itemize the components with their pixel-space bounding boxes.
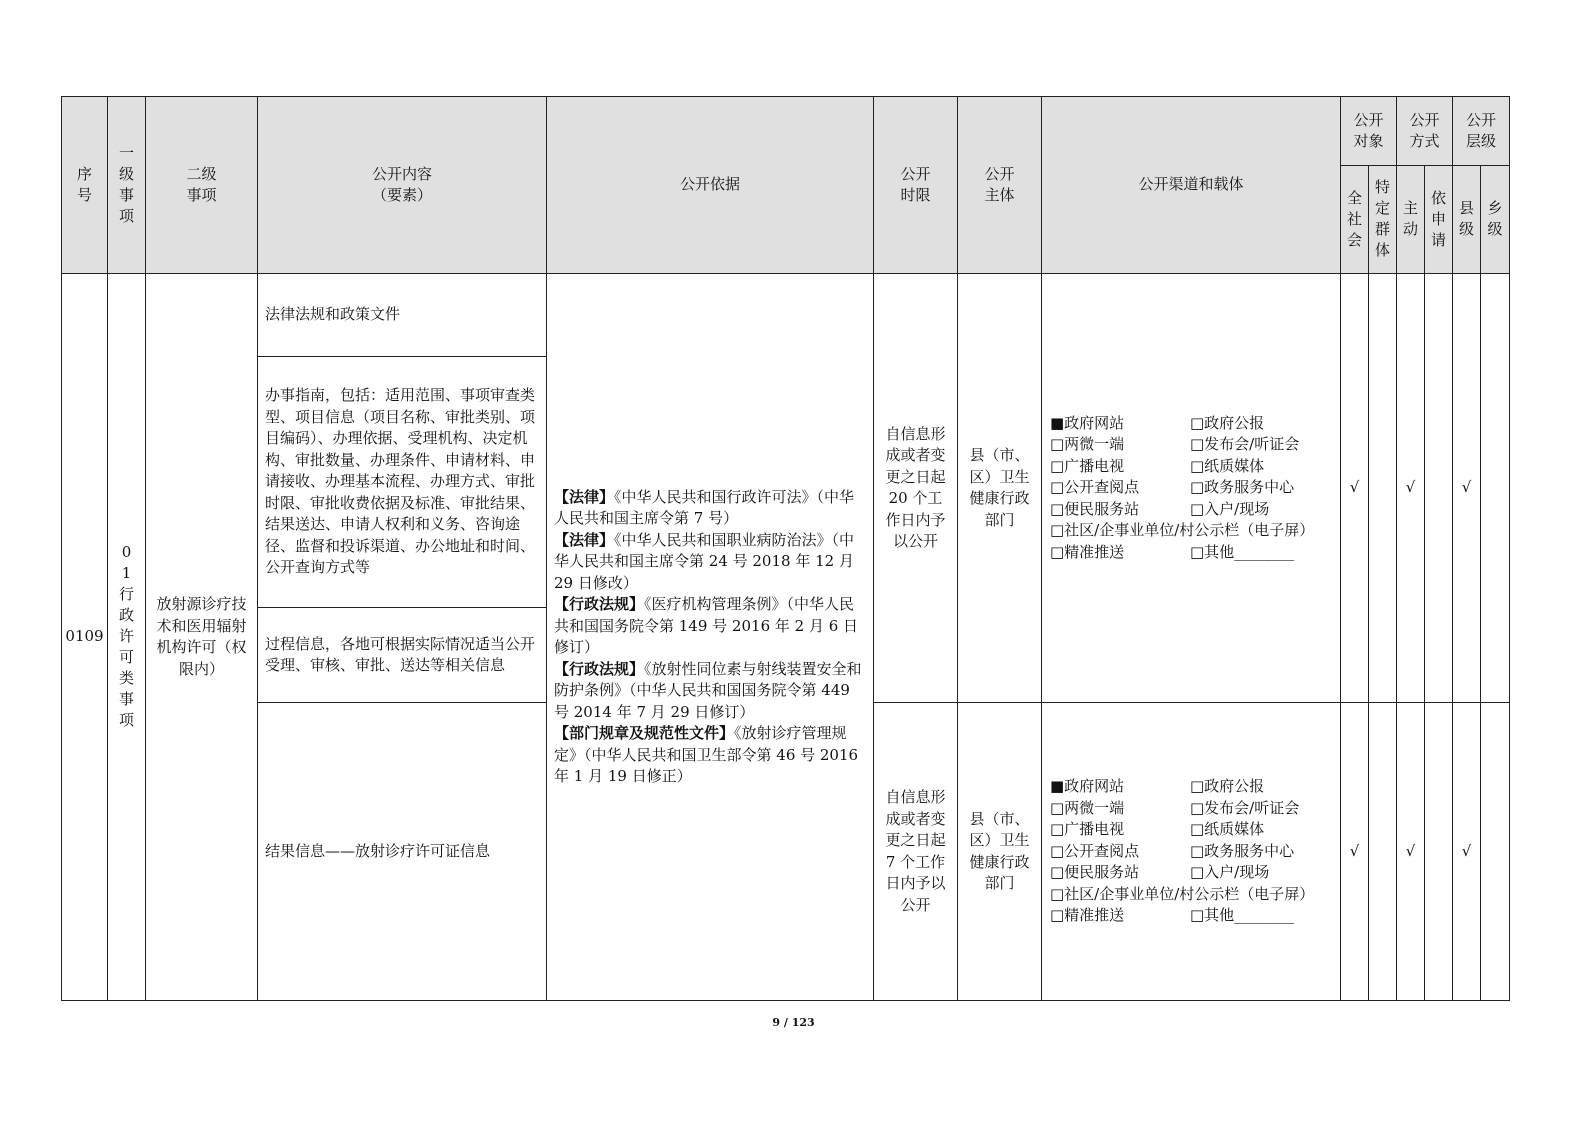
content-item: 办事指南，包括：适用范围、事项审查类型、项目信息（项目名称、审批类别、项目编码）、办理依据、受理机构、决定机构、审批数量、办理条件、申请材料、申请接收、办理基本流程、办理方式、审批时限、审批收费依据及标准、审批结果、结果送达、申请人权利和义务、咨询途径、监督和投诉渠道、办公地址和时间、公开查询方式等 <box>258 357 547 608</box>
channel-item: □两微一端 <box>1050 798 1125 817</box>
basis-item: 【法律】《中华人民共和国行政许可法》（中华人民共和国主席令第 7 号） <box>554 487 855 527</box>
channel-item: □入户/现场 <box>1190 499 1270 518</box>
header-level: 公开层级 <box>1453 97 1510 166</box>
header-subject: 公开主体 <box>958 97 1042 274</box>
header-target: 公开对象 <box>1341 97 1397 166</box>
header-seq: 序号 <box>62 97 108 274</box>
basis-item: 【行政法规】《医疗机构管理条例》（中华人民共和国国务院令第 149 号 2016 年 2 月 6 日修订） <box>554 595 859 656</box>
method-active-check: √ <box>1397 703 1425 1001</box>
channel-item: □广播电视 <box>1050 456 1125 475</box>
channel-item: □公开查阅点 <box>1050 478 1140 497</box>
channel-item: □公开查阅点 <box>1050 841 1140 860</box>
header-content-title: 公开内容 <box>371 164 432 183</box>
header-target-group: 特定群体 <box>1369 166 1397 274</box>
channel-item: □社区/企事业单位/村公示栏（电子屏） <box>1050 884 1315 903</box>
header-level2: 二级事项 <box>146 97 258 274</box>
level-county-check: √ <box>1453 703 1481 1001</box>
channel-item: □纸质媒体 <box>1190 456 1265 475</box>
basis-item: 【法律】《中华人民共和国职业病防治法》（中华人民共和国主席令第 24 号 2018 年 12 月 29 日修改） <box>554 530 855 592</box>
method-active-check: √ <box>1397 274 1425 703</box>
row-level2: 放射源诊疗技术和医用辐射机构许可（权限内） <box>146 274 258 1001</box>
time-limit: 自信息形成或者变更之日起 7 个工作日内予以公开 <box>874 703 958 1001</box>
channel-item: □广播电视 <box>1050 820 1125 839</box>
header-level1: 一级事项 <box>108 97 146 274</box>
target-group-check <box>1369 703 1397 1001</box>
header-channel: 公开渠道和载体 <box>1042 97 1341 274</box>
header-content-sub: （要素） <box>371 186 432 204</box>
subject: 县（市、区）卫生健康行政部门 <box>958 274 1042 703</box>
content-item: 法律法规和政策文件 <box>258 274 547 357</box>
page-number: 9 / 123 <box>772 1016 815 1029</box>
channel-item: □其他________ <box>1190 542 1295 561</box>
channel-item: □发布会/听证会 <box>1190 798 1300 817</box>
channel-item: □社区/企事业单位/村公示栏（电子屏） <box>1050 521 1315 540</box>
header-level-town: 乡级 <box>1481 166 1510 274</box>
disclosure-table <box>61 96 1510 1001</box>
channel-list <box>1042 703 1341 1001</box>
channel-item: □便民服务站 <box>1050 863 1140 882</box>
target-all-check: √ <box>1341 703 1369 1001</box>
level-town-check <box>1481 274 1510 703</box>
content-item: 过程信息，各地可根据实际情况适当公开受理、审核、审批、送达等相关信息 <box>258 608 547 703</box>
channel-item: □政府公报 <box>1190 413 1265 432</box>
channel-item: □政务服务中心 <box>1190 841 1295 860</box>
channel-list <box>1042 274 1341 703</box>
row-seq: 0109 <box>62 274 108 1001</box>
method-apply-check <box>1425 274 1453 703</box>
subject: 县（市、区）卫生健康行政部门 <box>958 703 1042 1001</box>
channel-item: □发布会/听证会 <box>1190 435 1300 454</box>
channel-item: □政府公报 <box>1190 777 1265 796</box>
channel-item: □纸质媒体 <box>1190 820 1265 839</box>
header-method: 公开方式 <box>1397 97 1453 166</box>
channel-item: □其他________ <box>1190 906 1295 925</box>
level-county-check: √ <box>1453 274 1481 703</box>
target-all-check: √ <box>1341 274 1369 703</box>
row-level1: 01行政许可类事项 <box>108 274 146 1001</box>
header-basis: 公开依据 <box>547 97 874 274</box>
header-content <box>258 97 547 274</box>
method-apply-check <box>1425 703 1453 1001</box>
basis-cell <box>547 274 874 1001</box>
basis-item: 【部门规章及规范性文件】《放射诊疗管理规定》（中华人民共和国卫生部令第 46 号 2016 年 1 月 19 日修正） <box>554 724 859 785</box>
page-current: 9 <box>772 1016 780 1029</box>
header-target-all: 全社会 <box>1341 166 1369 274</box>
header-method-active: 主动 <box>1397 166 1425 274</box>
channel-item: □精准推送 <box>1050 906 1125 925</box>
time-limit: 自信息形成或者变更之日起 20 个工作日内予以公开 <box>874 274 958 703</box>
basis-item: 【行政法规】《放射性同位素与射线装置安全和防护条例》（中华人民共和国国务院令第 449 号 2014 年 7 月 29 日修订） <box>554 659 862 721</box>
content-item: 结果信息——放射诊疗许可证信息 <box>258 703 547 1001</box>
channel-item: □精准推送 <box>1050 542 1125 561</box>
channel-item: □便民服务站 <box>1050 499 1140 518</box>
channel-item: □入户/现场 <box>1190 863 1270 882</box>
channel-item: ■政府网站 <box>1050 413 1125 432</box>
target-group-check <box>1369 274 1397 703</box>
header-method-apply: 依申请 <box>1425 166 1453 274</box>
channel-item: □政务服务中心 <box>1190 478 1295 497</box>
channel-item: □两微一端 <box>1050 435 1125 454</box>
header-time-limit: 公开时限 <box>874 97 958 274</box>
channel-item: ■政府网站 <box>1050 777 1125 796</box>
header-level-county: 县级 <box>1453 166 1481 274</box>
level-town-check <box>1481 703 1510 1001</box>
page-total: 123 <box>791 1016 815 1029</box>
